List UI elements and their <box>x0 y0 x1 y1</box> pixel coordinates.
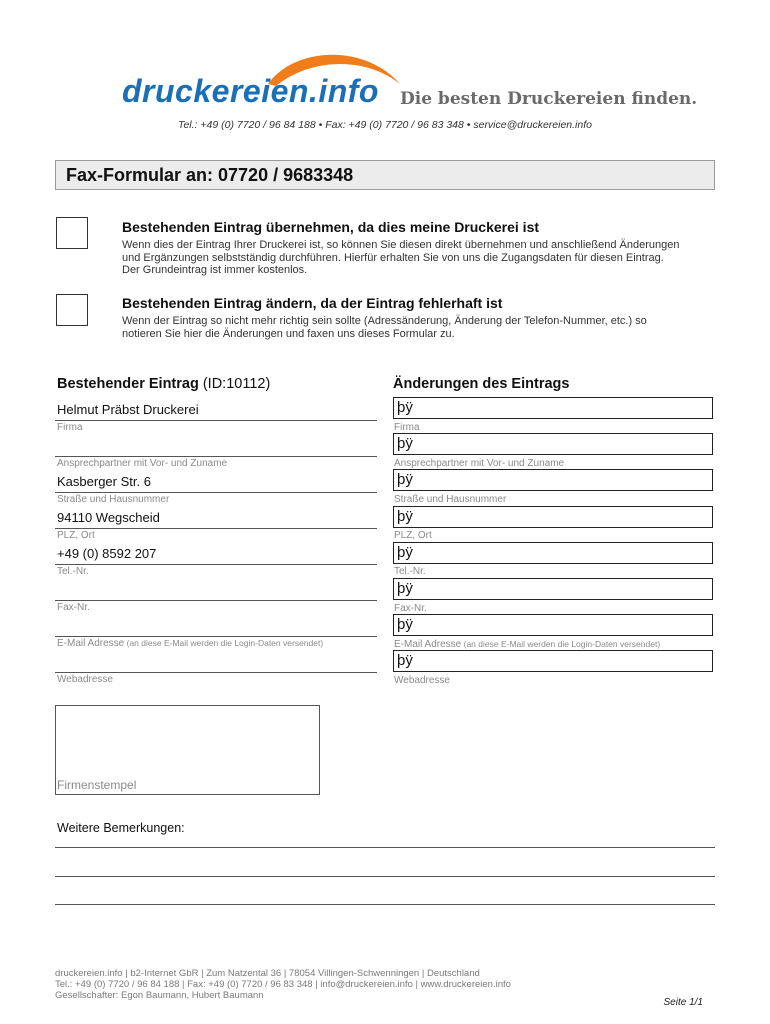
existing-city-line <box>55 528 377 529</box>
remarks-line-3[interactable] <box>55 904 715 905</box>
option-adopt-checkbox[interactable] <box>56 217 88 249</box>
form-title: Fax-Formular an: 07720 / 9683348 <box>66 165 354 185</box>
remarks-line-2[interactable] <box>55 876 715 877</box>
company-stamp-label: Firmenstempel <box>57 778 137 792</box>
footer <box>55 968 511 1001</box>
page-number: Seite 1/1 <box>663 997 703 1008</box>
change-email-label: E-Mail Adresse (an diese E-Mail werden die Login-Daten versendet) <box>394 639 661 650</box>
existing-city-label: PLZ, Ort <box>57 530 95 541</box>
existing-street-value: Kasberger Str. 6 <box>57 474 151 489</box>
change-contact-input[interactable]: þÿ <box>393 433 713 455</box>
existing-fax-label: Fax-Nr. <box>57 602 90 613</box>
existing-company-line <box>55 420 377 421</box>
existing-phone-value: +49 (0) 8592 207 <box>57 546 157 561</box>
form-title-box <box>55 160 715 190</box>
change-web-label: Webadresse <box>394 675 450 686</box>
existing-web-label: Webadresse <box>57 674 113 685</box>
logo[interactable]: druckereien.info <box>122 73 379 109</box>
existing-company-label: Firma <box>57 422 83 433</box>
option-change-checkbox[interactable] <box>56 294 88 326</box>
change-email-input[interactable]: þÿ <box>393 614 713 636</box>
option-adopt-text: Wenn dies der Eintrag Ihrer Druckerei ist, so können Sie diesen direkt übernehmen und anschließend Änderungen und Ergänzungen selbstständig durchführen. Hierfür erhalten Sie von uns die Zugangsdaten für diesen Eintrag. Der Grundeintrag ist immer kostenlos. <box>122 239 680 276</box>
existing-street-line <box>55 492 377 493</box>
existing-fax-line <box>55 600 377 601</box>
footer-address: druckereien.info | b2-Internet GbR | Zum Natzental 36 | 78054 Villingen-Schwenningen | Deutschland <box>55 968 480 979</box>
change-company-input[interactable]: þÿ <box>393 397 713 419</box>
change-street-input[interactable]: þÿ <box>393 469 713 491</box>
option-adopt-heading: Bestehenden Eintrag übernehmen, da dies meine Druckerei ist <box>122 219 540 235</box>
remarks-line-1[interactable] <box>55 847 715 848</box>
existing-entry-heading: Bestehender Eintrag (ID:10112) <box>57 376 271 392</box>
change-street-label: Straße und Hausnummer <box>394 494 507 505</box>
change-fax-input[interactable]: þÿ <box>393 578 713 600</box>
slogan: Die besten Druckereien finden. <box>400 89 698 109</box>
footer-contact: Tel.: +49 (0) 7720 / 96 84 188 | Fax: +49 (0) 7720 / 96 83 348 | info@druckereien.info | www.druckereien.info <box>55 979 511 990</box>
option-change-text: Wenn der Eintrag so nicht mehr richtig sein sollte (Adressänderung, Änderung der Telefon-Nummer, etc.) so notieren Sie hier die Änderungen und faxen uns dieses Formular zu. <box>122 315 647 340</box>
existing-contact-line <box>55 456 377 457</box>
existing-email-line <box>55 636 377 637</box>
existing-phone-label: Tel.-Nr. <box>57 566 89 577</box>
change-web-input[interactable]: þÿ <box>393 650 713 672</box>
change-city-input[interactable]: þÿ <box>393 506 713 528</box>
change-phone-input[interactable]: þÿ <box>393 542 713 564</box>
existing-phone-line <box>55 564 377 565</box>
change-fax-label: Fax-Nr. <box>394 603 427 614</box>
changes-heading: Änderungen des Eintrags <box>393 376 570 392</box>
change-phone-label: Tel.-Nr. <box>394 566 426 577</box>
option-change-heading: Bestehenden Eintrag ändern, da der Eintrag fehlerhaft ist <box>122 295 503 311</box>
existing-email-label: E-Mail Adresse (an diese E-Mail werden die Login-Daten versendet) <box>57 638 324 649</box>
change-contact-label: Ansprechpartner mit Vor- und Zuname <box>394 458 565 469</box>
change-company-label: Firma <box>394 422 420 433</box>
footer-owners: Gesellschafter: Egon Baumann, Hubert Baumann <box>55 990 264 1001</box>
change-city-label: PLZ, Ort <box>394 530 432 541</box>
remarks-label: Weitere Bemerkungen: <box>57 821 185 835</box>
existing-city-value: 94110 Wegscheid <box>57 510 160 525</box>
existing-street-label: Straße und Hausnummer <box>57 494 170 505</box>
header-contact: Tel.: +49 (0) 7720 / 96 84 188 • Fax: +49 (0) 7720 / 96 83 348 • service@druckereien.info <box>178 119 592 131</box>
existing-web-line <box>55 672 377 673</box>
existing-contact-label: Ansprechpartner mit Vor- und Zuname <box>57 458 228 469</box>
existing-company-value: Helmut Präbst Druckerei <box>57 402 199 417</box>
